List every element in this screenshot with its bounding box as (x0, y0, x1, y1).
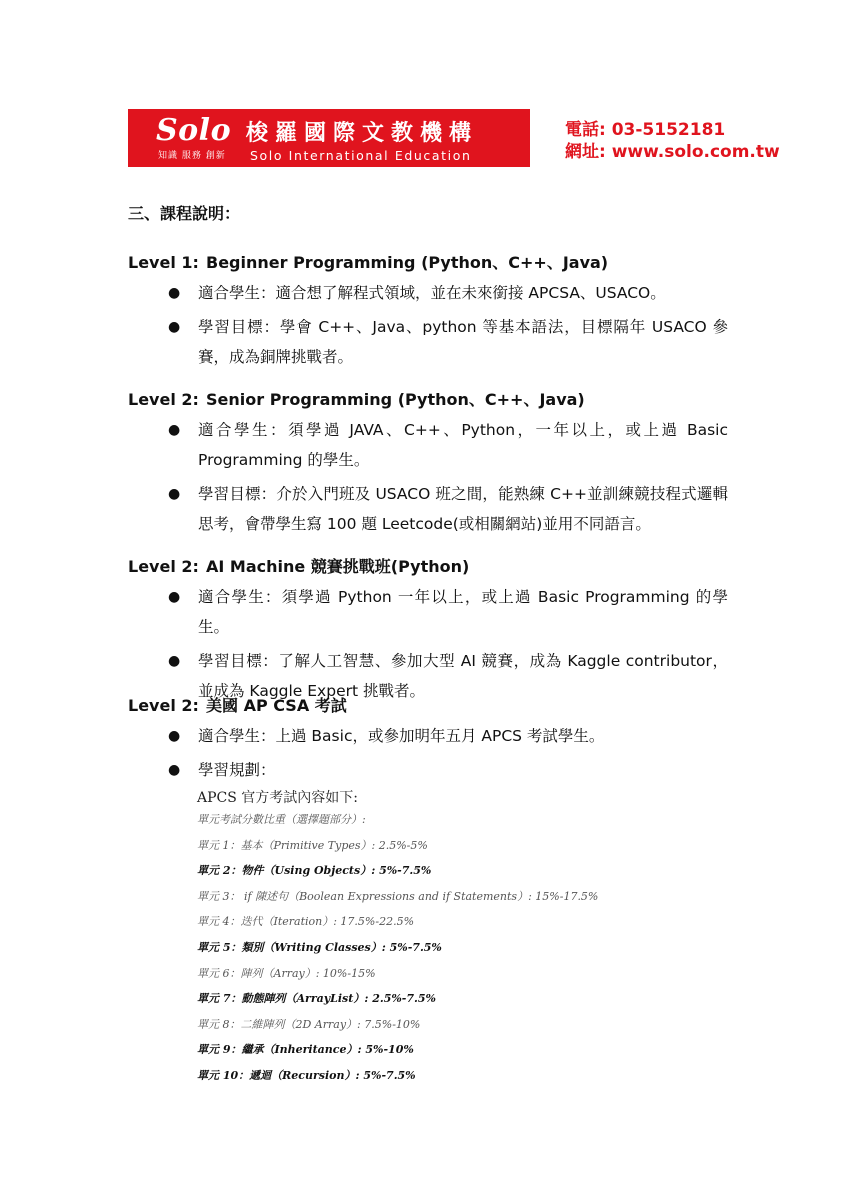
bullet-text: 適合學生：適合想了解程式領域，並在未來銜接 APCSA、USACO。 (198, 284, 666, 302)
apcs-intro: APCS 官方考試內容如下: (197, 790, 358, 806)
bullet-text: 適合學生：須學過 Python 一年以上，或上過 Basic Programming 的學生。 (198, 588, 728, 636)
unit-row: 單元 8：二維陣列（2D Array）: 7.5%-10% (197, 1017, 421, 1031)
unit-row: 單元 9：繼承（Inheritance）: 5%-10% (197, 1043, 414, 1057)
unit-row: 單元 4：迭代（Iteration）: 17.5%-22.5% (197, 915, 415, 929)
level-title: Beginner Programming (Python、C++、Java) (206, 253, 609, 272)
logo-tagline: 知識 服務 創新 (158, 151, 226, 161)
level-block (128, 695, 748, 785)
level-heading (128, 556, 748, 578)
bullet-icon: ● (168, 285, 181, 301)
unit-row: 單元 3： if 陳述句（Boolean Expressions and if Statements）: 15%-17.5% (197, 889, 599, 903)
unit-row: 單元 6：陣列（Array）: 10%-15% (197, 966, 376, 980)
level-title: Senior Programming (Python、C++、Java) (206, 390, 585, 409)
solo-logo: Solo (156, 113, 232, 148)
bullet-icon: ● (168, 728, 181, 744)
level-number: Level 2: (128, 696, 199, 715)
level-heading (128, 389, 748, 411)
list-item (128, 415, 748, 475)
list-item (128, 278, 748, 308)
bullet-text: 學習目標：學會 C++、Java、python 等基本語法，目標隔年 USACO 參賽，成為銅牌挑戰者。 (198, 318, 728, 366)
unit-row: 單元 10：遞迴（Recursion）: 5%-7.5% (197, 1068, 416, 1082)
level-title: AI Machine 競賽挑戰班(Python) (206, 557, 470, 576)
bullet-text: 適合學生：上過 Basic，或參加明年五月 APCS 考試學生。 (198, 727, 605, 745)
level-block (128, 556, 748, 706)
contact-info (565, 119, 780, 163)
unit-row: 單元 2：物件（Using Objects）: 5%-7.5% (197, 864, 432, 878)
unit-row: 單元 1：基本（Primitive Types）: 2.5%-5% (197, 838, 428, 852)
bullet-text: 學習目標：介於入門班及 USACO 班之間，能熟練 C++並訓練競技程式邏輯思考，會帶學生寫 100 題 Leetcode(或相關網站)並用不同語言。 (198, 485, 728, 533)
org-name-en: Solo International Education (250, 148, 472, 163)
org-name-zh: 梭羅國際文教機構 (246, 120, 479, 146)
level-number: Level 1: (128, 253, 199, 272)
level-block (128, 389, 748, 539)
unit-row: 單元 7：動態陣列（ArrayList）: 2.5%-7.5% (197, 992, 436, 1006)
list-item (128, 312, 748, 372)
level-number: Level 2: (128, 390, 199, 409)
bullet-icon: ● (168, 486, 181, 502)
website-text: 網址: www.solo.com.tw (565, 142, 780, 162)
unit-list (197, 812, 757, 1094)
bullet-icon: ● (168, 762, 181, 778)
bullet-text: 學習規劃： (198, 761, 276, 779)
list-item (128, 479, 748, 539)
level-title: 美國 AP CSA 考試 (206, 696, 347, 715)
list-item (128, 582, 748, 642)
list-item (128, 721, 748, 751)
bullet-icon: ● (168, 319, 181, 335)
bullet-icon: ● (168, 422, 181, 438)
level-heading (128, 695, 748, 717)
unit-row: 單元考試分數比重（選擇題部分）: (197, 813, 366, 826)
level-heading (128, 252, 748, 274)
level-number: Level 2: (128, 557, 199, 576)
level-block (128, 252, 748, 372)
header-banner (128, 109, 530, 167)
bullet-icon: ● (168, 653, 181, 669)
section-title: 三、課程說明： (128, 204, 241, 223)
list-item (128, 755, 748, 785)
bullet-text: 適合學生：須學過 JAVA、C++、Python，一年以上，或上過 Basic Programming 的學生。 (198, 421, 728, 469)
bullet-icon: ● (168, 589, 181, 605)
bullet-text: 學習目標：了解人工智慧、參加大型 AI 競賽，成為 Kaggle contributor，並成為 Kaggle Expert 挑戰者。 (198, 652, 728, 700)
apcs-content (197, 788, 757, 1094)
unit-row: 單元 5：類別（Writing Classes）: 5%-7.5% (197, 940, 442, 954)
phone-text: 電話: 03-5152181 (565, 120, 726, 140)
